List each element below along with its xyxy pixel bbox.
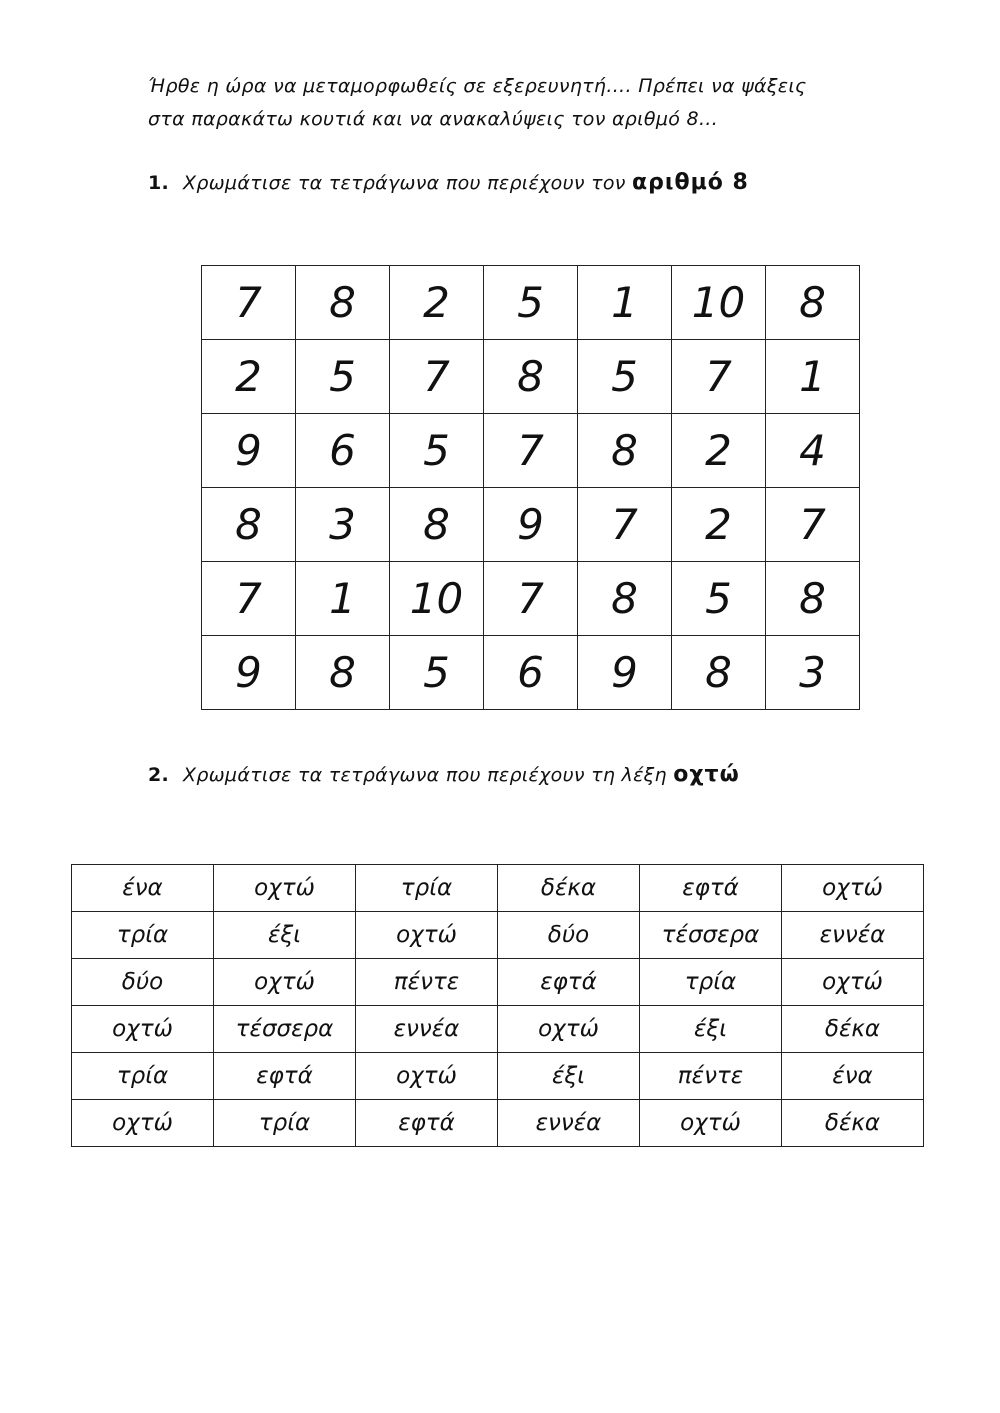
word-cell[interactable]: οχτώ: [782, 865, 924, 912]
word-cell[interactable]: δέκα: [498, 865, 640, 912]
intro-line-1: Ήρθε η ώρα να μεταμορφωθείς σε εξερευνητή…. Πρέπει να ψάξεις: [148, 75, 807, 97]
number-cell[interactable]: 7: [202, 562, 296, 636]
number-cell[interactable]: 7: [766, 488, 860, 562]
intro-text: [148, 70, 868, 136]
word-cell[interactable]: πέντε: [640, 1053, 782, 1100]
number-cell[interactable]: 1: [578, 266, 672, 340]
number-cell[interactable]: 5: [390, 414, 484, 488]
word-cell[interactable]: εφτά: [498, 959, 640, 1006]
word-cell[interactable]: εφτά: [214, 1053, 356, 1100]
number-cell[interactable]: 8: [296, 636, 390, 710]
word-grid-row: [72, 1006, 924, 1053]
number-cell[interactable]: 7: [578, 488, 672, 562]
word-cell[interactable]: οχτώ: [214, 865, 356, 912]
number-cell[interactable]: 1: [296, 562, 390, 636]
word-cell[interactable]: ένα: [782, 1053, 924, 1100]
word-cell[interactable]: εννέα: [498, 1100, 640, 1147]
number-grid: [201, 265, 860, 710]
word-grid-row: [72, 865, 924, 912]
word-cell[interactable]: τρία: [72, 912, 214, 959]
word-cell[interactable]: ένα: [72, 865, 214, 912]
word-cell[interactable]: πέντε: [356, 959, 498, 1006]
number-cell[interactable]: 10: [390, 562, 484, 636]
number-cell[interactable]: 3: [766, 636, 860, 710]
number-cell[interactable]: 2: [202, 340, 296, 414]
number-cell[interactable]: 8: [578, 414, 672, 488]
word-cell[interactable]: εφτά: [356, 1100, 498, 1147]
number-cell[interactable]: 10: [672, 266, 766, 340]
word-cell[interactable]: δέκα: [782, 1006, 924, 1053]
word-cell[interactable]: τρία: [356, 865, 498, 912]
word-cell[interactable]: έξι: [214, 912, 356, 959]
number-cell[interactable]: 8: [484, 340, 578, 414]
word-cell[interactable]: οχτώ: [72, 1006, 214, 1053]
number-cell[interactable]: 7: [202, 266, 296, 340]
number-grid-row: [202, 414, 860, 488]
word-cell[interactable]: οχτώ: [782, 959, 924, 1006]
number-cell[interactable]: 7: [484, 414, 578, 488]
word-grid: [71, 864, 924, 1147]
number-cell[interactable]: 5: [390, 636, 484, 710]
number-cell[interactable]: 4: [766, 414, 860, 488]
word-cell[interactable]: τέσσερα: [640, 912, 782, 959]
task-1-emphasis: αριθμό 8: [632, 170, 749, 195]
number-cell[interactable]: 8: [766, 266, 860, 340]
number-cell[interactable]: 6: [296, 414, 390, 488]
task-2-emphasis: οχτώ: [673, 762, 740, 787]
number-cell[interactable]: 8: [766, 562, 860, 636]
number-grid-row: [202, 488, 860, 562]
word-grid-row: [72, 1100, 924, 1147]
word-cell[interactable]: τρία: [72, 1053, 214, 1100]
number-cell[interactable]: 5: [296, 340, 390, 414]
word-cell[interactable]: δέκα: [782, 1100, 924, 1147]
number-cell[interactable]: 8: [202, 488, 296, 562]
number-grid-row: [202, 636, 860, 710]
word-cell[interactable]: οχτώ: [356, 912, 498, 959]
number-cell[interactable]: 5: [672, 562, 766, 636]
word-cell[interactable]: έξι: [640, 1006, 782, 1053]
word-cell[interactable]: οχτώ: [356, 1053, 498, 1100]
task-1-instruction: [148, 170, 749, 195]
number-cell[interactable]: 8: [390, 488, 484, 562]
task-2-text: Χρωμάτισε τα τετράγωνα που περιέχουν τη λέξη: [183, 764, 667, 786]
task-2-instruction: [148, 762, 740, 787]
number-cell[interactable]: 9: [578, 636, 672, 710]
word-cell[interactable]: εφτά: [640, 865, 782, 912]
number-cell[interactable]: 7: [484, 562, 578, 636]
task-1-text: Χρωμάτισε τα τετράγωνα που περιέχουν τον: [183, 172, 626, 194]
number-cell[interactable]: 9: [202, 414, 296, 488]
number-cell[interactable]: 8: [672, 636, 766, 710]
word-cell[interactable]: εννέα: [356, 1006, 498, 1053]
word-cell[interactable]: εννέα: [782, 912, 924, 959]
number-cell[interactable]: 7: [390, 340, 484, 414]
number-cell[interactable]: 2: [672, 488, 766, 562]
number-cell[interactable]: 5: [484, 266, 578, 340]
number-cell[interactable]: 8: [578, 562, 672, 636]
task-2-number: 2.: [148, 764, 170, 786]
number-cell[interactable]: 9: [202, 636, 296, 710]
word-cell[interactable]: τρία: [214, 1100, 356, 1147]
word-cell[interactable]: οχτώ: [72, 1100, 214, 1147]
number-grid-row: [202, 562, 860, 636]
word-grid-row: [72, 959, 924, 1006]
number-cell[interactable]: 2: [390, 266, 484, 340]
number-grid-row: [202, 266, 860, 340]
task-1-number: 1.: [148, 172, 170, 194]
number-cell[interactable]: 1: [766, 340, 860, 414]
intro-line-2: στα παρακάτω κουτιά και να ανακαλύψεις τον αριθμό 8…: [148, 108, 719, 130]
word-cell[interactable]: τέσσερα: [214, 1006, 356, 1053]
number-cell[interactable]: 8: [296, 266, 390, 340]
number-cell[interactable]: 7: [672, 340, 766, 414]
word-grid-row: [72, 1053, 924, 1100]
number-cell[interactable]: 2: [672, 414, 766, 488]
number-cell[interactable]: 9: [484, 488, 578, 562]
word-cell[interactable]: τρία: [640, 959, 782, 1006]
number-grid-row: [202, 340, 860, 414]
word-cell[interactable]: οχτώ: [640, 1100, 782, 1147]
word-cell[interactable]: οχτώ: [498, 1006, 640, 1053]
word-cell[interactable]: έξι: [498, 1053, 640, 1100]
word-grid-row: [72, 912, 924, 959]
number-cell[interactable]: 6: [484, 636, 578, 710]
word-cell[interactable]: οχτώ: [214, 959, 356, 1006]
number-cell[interactable]: 5: [578, 340, 672, 414]
word-cell[interactable]: δύο: [498, 912, 640, 959]
number-cell[interactable]: 3: [296, 488, 390, 562]
word-cell[interactable]: δύο: [72, 959, 214, 1006]
